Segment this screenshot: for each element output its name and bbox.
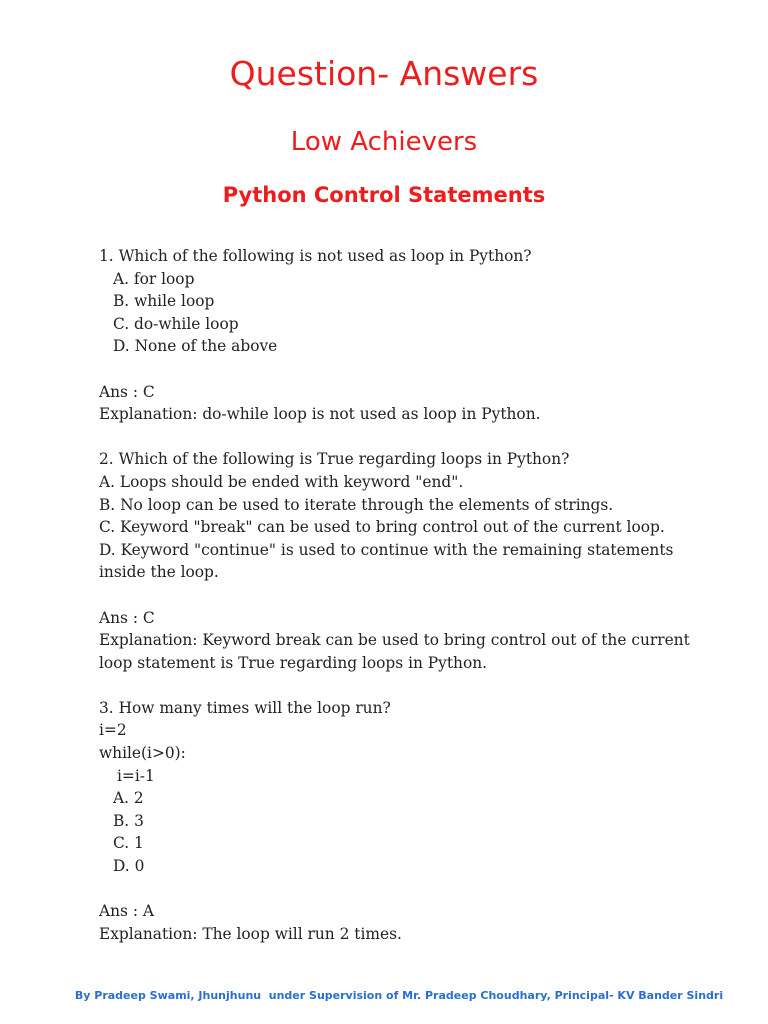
option: D. Keyword "continue" is used to continue with the remaining statements: [99, 540, 674, 559]
question-text: 3. How many times will the loop run?: [99, 698, 391, 717]
question-block-2: [99, 448, 719, 674]
code-line: while(i>0):: [99, 744, 186, 763]
answer: Ans : C: [99, 382, 155, 401]
footer-credit: By Pradeep Swami, Jhunjhunu under Supervision of Mr. Pradeep Choudhary, Principal- KV Bander Sindri: [74, 989, 724, 1002]
questions-body: [99, 245, 719, 945]
question-block-1: [99, 245, 719, 426]
option: C. Keyword "break" can be used to bring control out of the current loop.: [99, 518, 665, 537]
question-text: 2. Which of the following is True regarding loops in Python?: [99, 450, 570, 469]
page-title: Question- Answers: [229, 54, 539, 93]
option: C. do-while loop: [113, 314, 239, 333]
option: C. 1: [113, 834, 144, 853]
explanation: Explanation: Keyword break can be used to bring control out of the current: [99, 631, 690, 650]
explanation: Explanation: The loop will run 2 times.: [99, 924, 402, 943]
option-continuation: inside the loop.: [99, 563, 219, 582]
page-subtitle: Low Achievers: [290, 127, 478, 157]
answer: Ans : C: [99, 608, 155, 627]
option: D. 0: [113, 857, 145, 876]
code-line: i=2: [99, 721, 127, 740]
topic-heading: Python Control Statements: [222, 183, 546, 207]
question-block-3: [99, 697, 719, 946]
option: B. 3: [113, 811, 144, 830]
option: A. 2: [113, 789, 144, 808]
code-line: i=i-1: [117, 766, 155, 785]
option: A. Loops should be ended with keyword "end".: [99, 472, 464, 491]
question-text: 1. Which of the following is not used as loop in Python?: [99, 247, 532, 265]
option: B. while loop: [113, 292, 215, 311]
option: B. No loop can be used to iterate through the elements of strings.: [99, 495, 614, 514]
option: D. None of the above: [113, 337, 278, 356]
explanation-continuation: loop statement is True regarding loops in Python.: [99, 653, 488, 672]
option: A. for loop: [113, 269, 195, 288]
answer: Ans : A: [99, 902, 155, 921]
explanation: Explanation: do-while loop is not used as loop in Python.: [99, 405, 541, 424]
